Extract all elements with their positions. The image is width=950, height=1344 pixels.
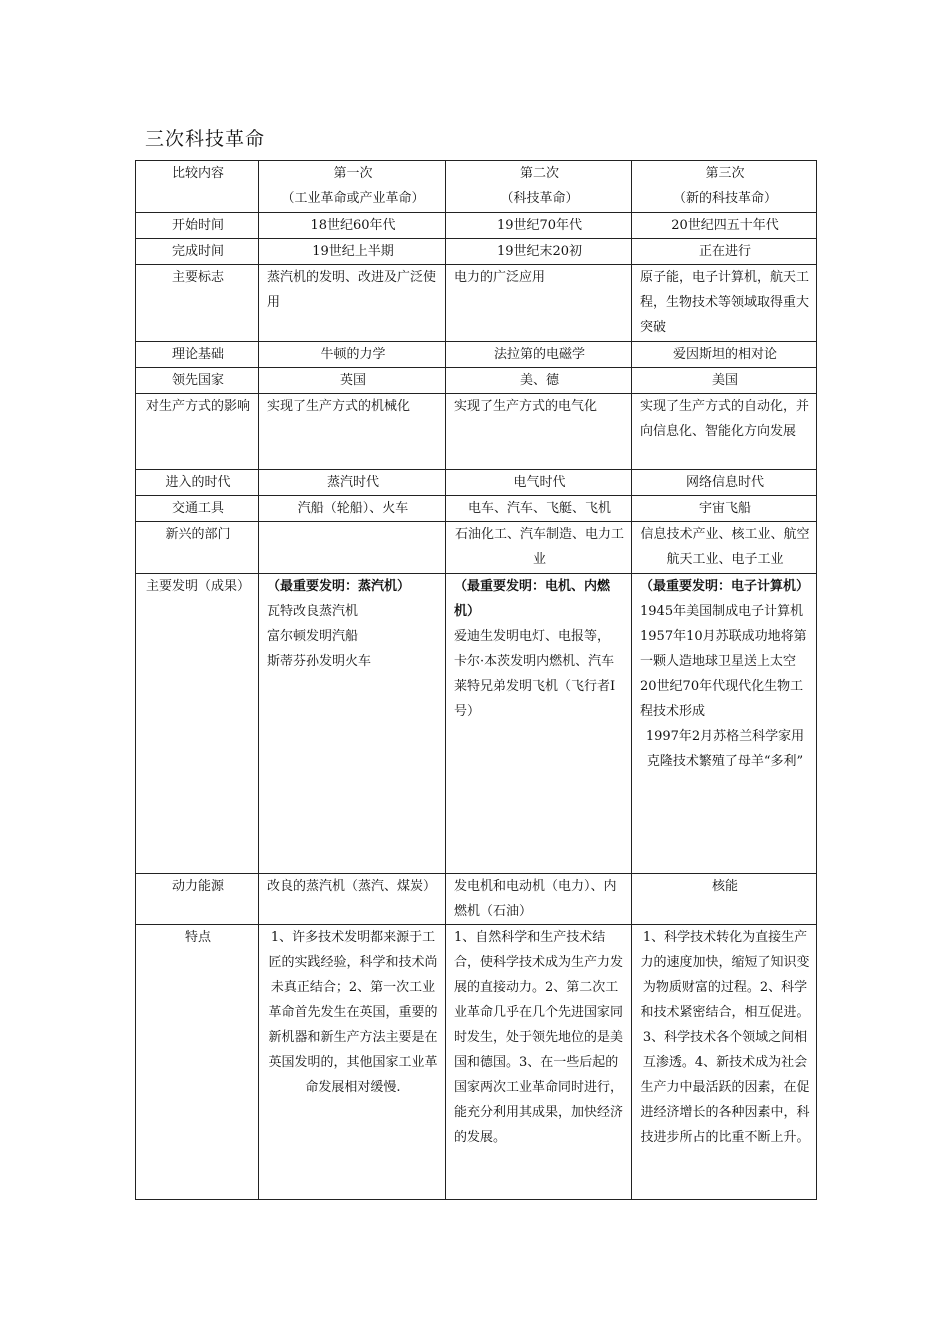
- row-label: 交通工具: [136, 496, 259, 522]
- header-col-2: [446, 161, 632, 213]
- row-power: [136, 874, 817, 925]
- cell: 电车、汽车、飞艇、飞机: [446, 496, 632, 522]
- cell: 19世纪70年代: [446, 213, 632, 239]
- cell: 石油化工、汽车制造、电力工业: [446, 522, 632, 574]
- row-label: 理论基础: [136, 342, 259, 368]
- row-label: 进入的时代: [136, 470, 259, 496]
- row-transport: [136, 496, 817, 522]
- cell: 汽船（轮船）、火车: [259, 496, 446, 522]
- invention-item: 莱特兄弟发明飞机（飞行者Ⅰ号）: [454, 679, 616, 719]
- col-3-name: 第三次: [705, 166, 745, 181]
- cell: 蒸汽机的发明、改进及广泛使用: [259, 265, 446, 342]
- row-label: 开始时间: [136, 213, 259, 239]
- row-theory: [136, 342, 817, 368]
- key-invention: （最重要发明：蒸汽机）: [267, 579, 411, 594]
- row-end-time: [136, 239, 817, 265]
- key-invention: （最重要发明：电子计算机）: [640, 579, 810, 594]
- row-marks: [136, 265, 817, 342]
- row-features: [136, 925, 817, 1200]
- row-label: 动力能源: [136, 874, 259, 925]
- invention-item: 卡尔·本茨发明内燃机、汽车: [454, 654, 615, 669]
- row-label: 完成时间: [136, 239, 259, 265]
- cell: 牛顿的力学: [259, 342, 446, 368]
- cell: 原子能，电子计算机，航天工程，生物技术等领域取得重大突破: [632, 265, 817, 342]
- cell: 核能: [632, 874, 817, 925]
- row-impact: [136, 394, 817, 470]
- cell: [446, 574, 632, 874]
- row-inventions: [136, 574, 817, 874]
- cell: 宇宙飞船: [632, 496, 817, 522]
- cell: 1、自然科学和生产技术结合，使科学技术成为生产力发展的直接动力。2、第二次工业革命几乎在几个先进国家同时发生，处于领先地位的是美国和德国。3、在一些后起的国家两次工业革命同时进行，能充分利用其成果，加快经济的发展。: [446, 925, 632, 1200]
- invention-item: 20世纪70年代现代化生物工程技术形成: [640, 679, 804, 719]
- invention-item: 斯蒂芬孙发明火车: [267, 654, 372, 669]
- cell: 法拉第的电磁学: [446, 342, 632, 368]
- invention-item: 瓦特改良蒸汽机: [267, 604, 359, 619]
- cell: 电气时代: [446, 470, 632, 496]
- header-label: 比较内容: [136, 161, 259, 213]
- row-label: 新兴的部门: [136, 522, 259, 574]
- cell: 18世纪60年代: [259, 213, 446, 239]
- header-col-1: [259, 161, 446, 213]
- row-label: 特点: [136, 925, 259, 1200]
- page-title: 三次科技革命: [145, 128, 266, 150]
- cell: 实现了生产方式的机械化: [259, 394, 446, 470]
- invention-item: 爱迪生发明电灯、电报等，: [454, 629, 611, 644]
- cell: 19世纪末20初: [446, 239, 632, 265]
- col-2-name: 第二次: [519, 166, 559, 181]
- col-2-sub: （科技革命）: [500, 191, 579, 206]
- row-start-time: [136, 213, 817, 239]
- comparison-table: [135, 160, 817, 1200]
- cell: 信息技术产业、核工业、航空航天工业、电子工业: [632, 522, 817, 574]
- header-row: [136, 161, 817, 213]
- cell: 美国: [632, 368, 817, 394]
- col-1-sub: （工业革命或产业革命）: [281, 191, 425, 206]
- cell: 19世纪上半期: [259, 239, 446, 265]
- cell: 实现了生产方式的自动化，并向信息化、智能化方向发展: [632, 394, 817, 470]
- cell: 爱因斯坦的相对论: [632, 342, 817, 368]
- invention-item: 1997年2月苏格兰科学家用克隆技术繁殖了母羊“多利”: [645, 729, 805, 769]
- cell: 实现了生产方式的电气化: [446, 394, 632, 470]
- invention-item: 1945年美国制成电子计算机: [640, 604, 804, 619]
- cell: 蒸汽时代: [259, 470, 446, 496]
- cell: 1、许多技术发明都来源于工匠的实践经验，科学和技术尚未真正结合；2、第一次工业革命首先发生在英国，重要的新机器和新生产方法主要是在英国发明的，其他国家工业革命发展相对缓慢.: [259, 925, 446, 1200]
- cell: 英国: [259, 368, 446, 394]
- row-sectors: [136, 522, 817, 574]
- cell: 发电机和电动机（电力）、内燃机（石油）: [446, 874, 632, 925]
- col-3-sub: （新的科技革命）: [672, 191, 777, 206]
- row-label: 主要标志: [136, 265, 259, 342]
- row-label: 主要发明（成果）: [136, 574, 259, 874]
- row-label: 领先国家: [136, 368, 259, 394]
- cell: 正在进行: [632, 239, 817, 265]
- cell: 20世纪四五十年代: [632, 213, 817, 239]
- cell: 网络信息时代: [632, 470, 817, 496]
- header-col-3: [632, 161, 817, 213]
- invention-item: 富尔顿发明汽船: [267, 629, 359, 644]
- cell: 美、德: [446, 368, 632, 394]
- col-1-name: 第一次: [333, 166, 373, 181]
- cell: [632, 574, 817, 874]
- cell: 1、科学技术转化为直接生产力的速度加快，缩短了知识变为物质财富的过程。2、科学和技术紧密结合，相互促进。3、科学技术各个领域之间相互渗透。4、新技术成为社会生产力中最活跃的因素，在促进经济增长的各种因素中，科技进步所占的比重不断上升。: [632, 925, 817, 1200]
- key-invention: （最重要发明：电机、内燃机）: [454, 579, 611, 619]
- cell: [259, 522, 446, 574]
- cell: 电力的广泛应用: [446, 265, 632, 342]
- row-label: 对生产方式的影响: [136, 394, 259, 470]
- cell: 改良的蒸汽机（蒸汽、煤炭）: [259, 874, 446, 925]
- row-leader: [136, 368, 817, 394]
- row-era: [136, 470, 817, 496]
- cell: [259, 574, 446, 874]
- invention-item: 1957年10月苏联成功地将第一颗人造地球卫星送上太空: [640, 629, 807, 669]
